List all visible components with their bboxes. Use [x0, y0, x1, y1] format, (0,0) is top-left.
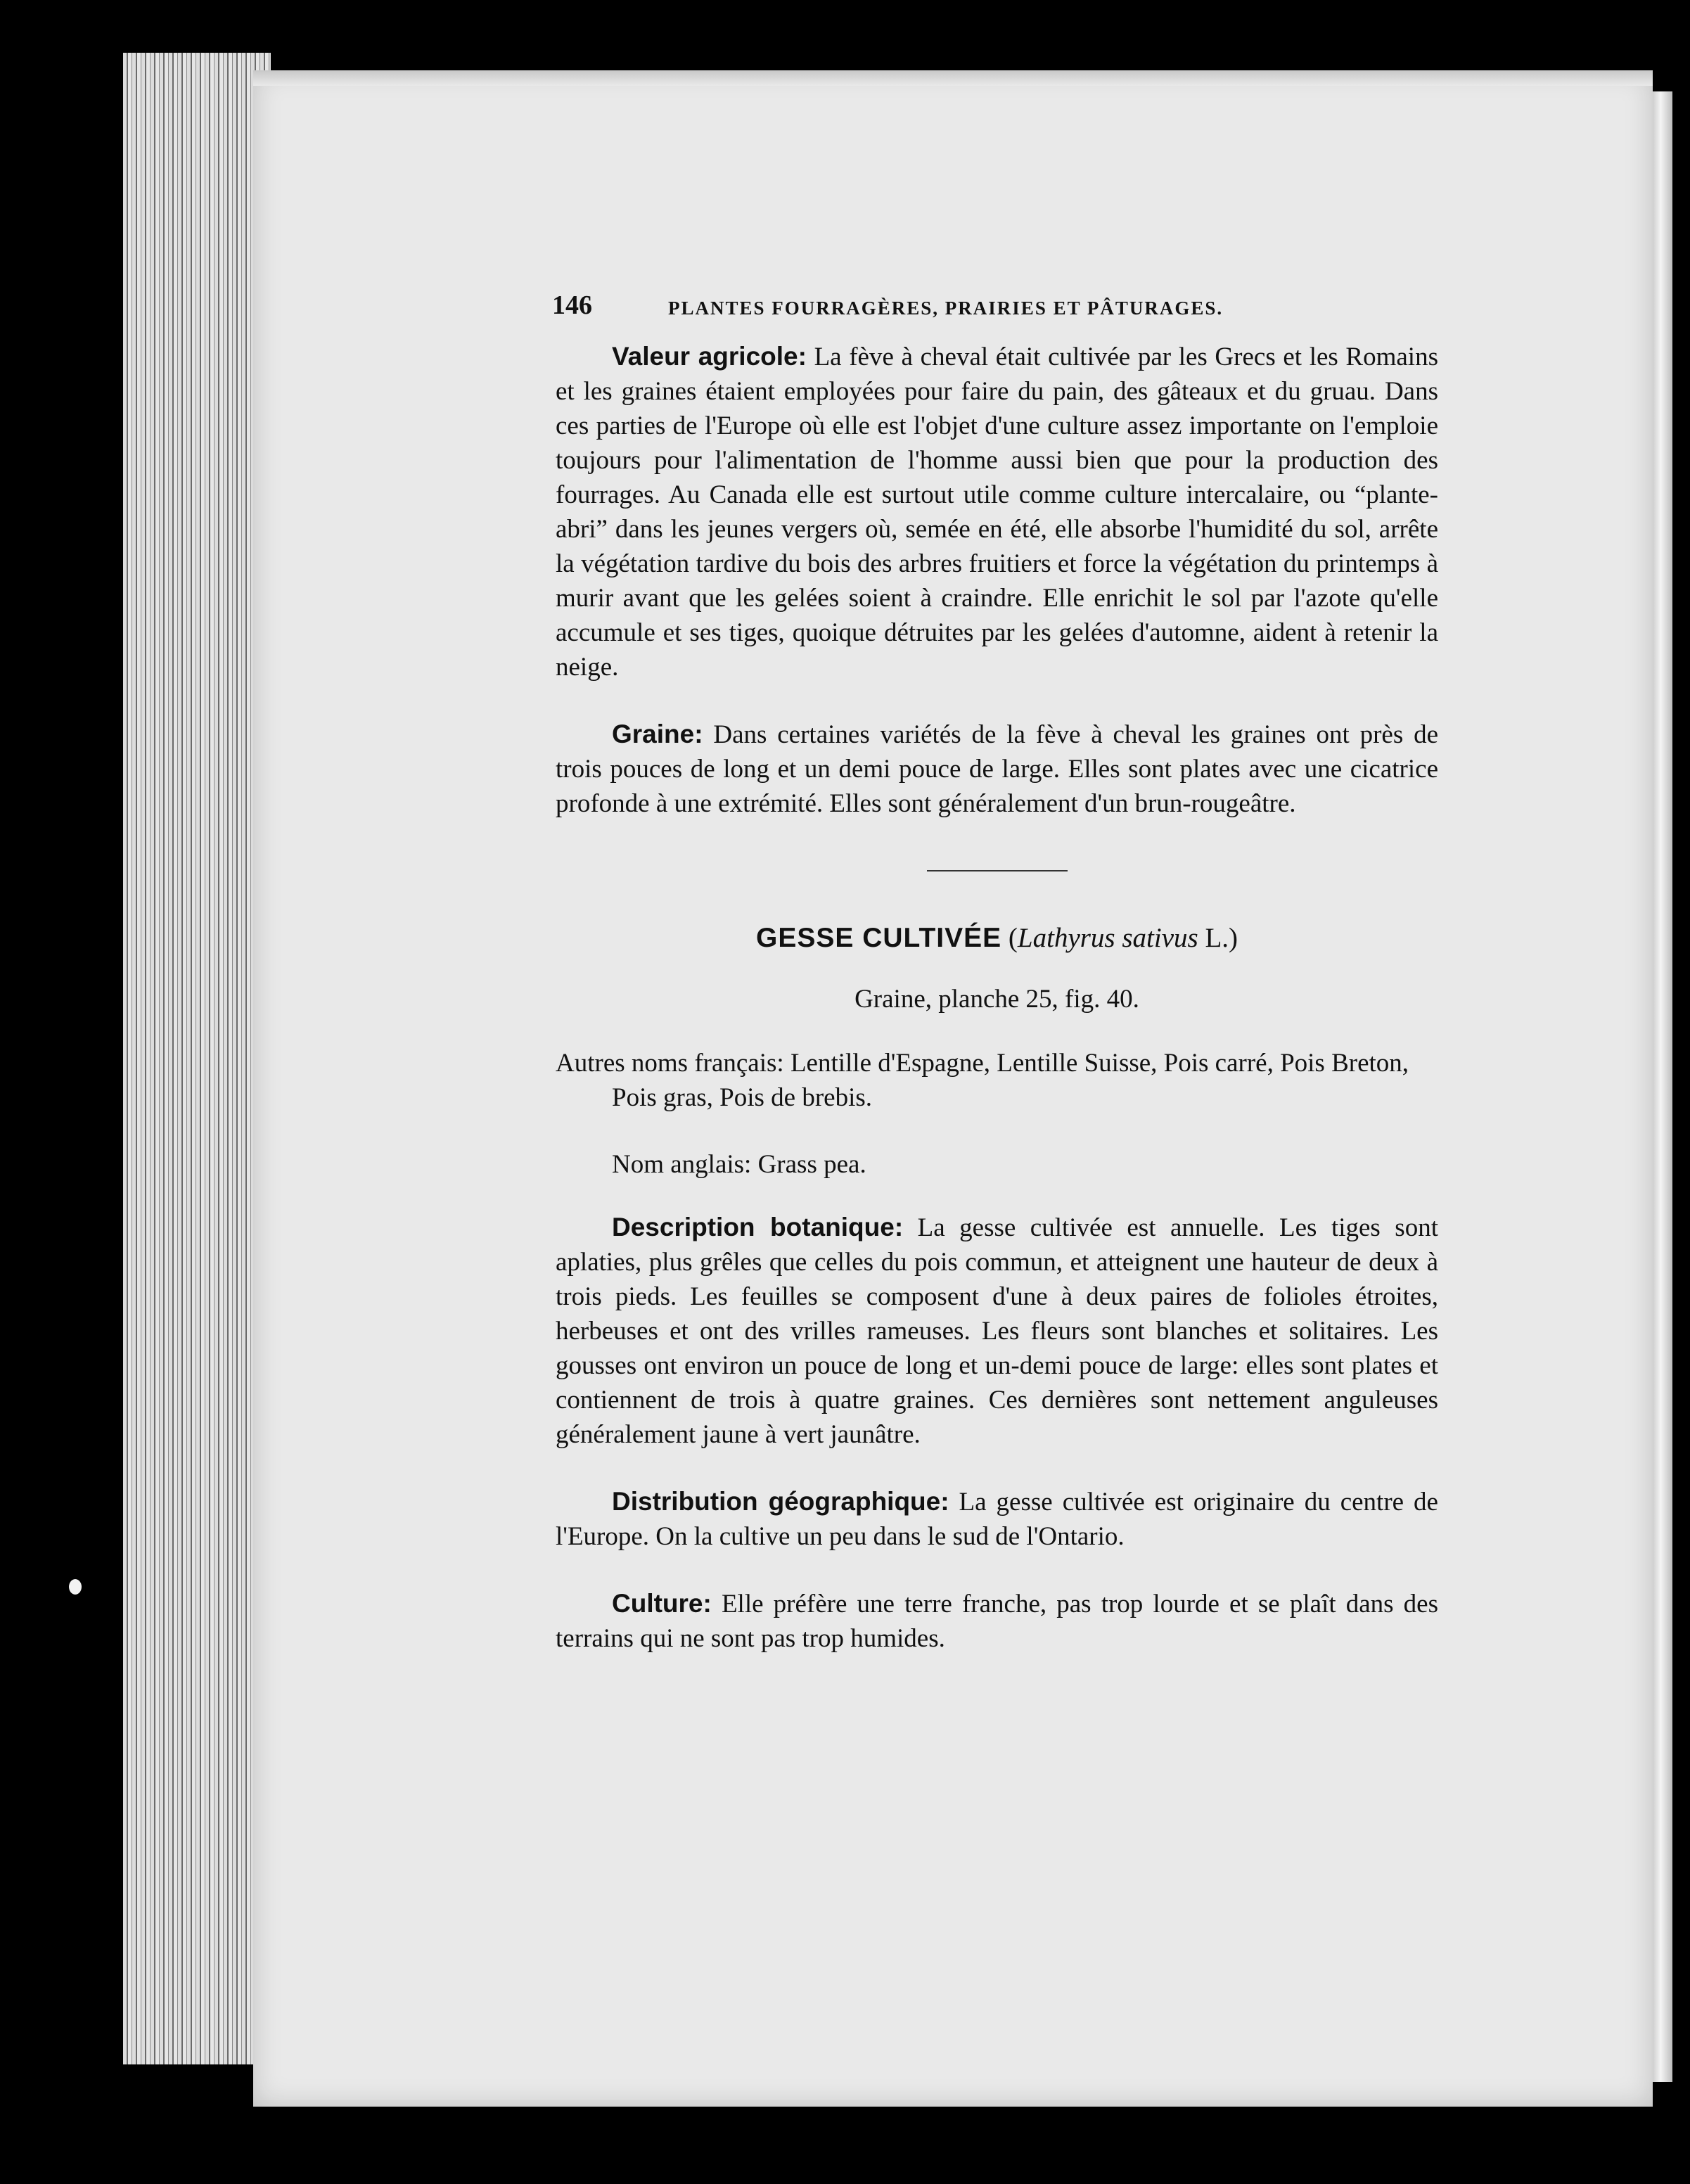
paragraph-body: Dans certaines variétés de la fève à cheval les graines ont près de trois pouces de long et un demi pouce de large. Elles sont plates avec une cicatrice profonde à une extrémité. Elles sont généralement d'un brun-rougeâtre. [556, 720, 1438, 818]
paragraph-lead: Distribution géographique: [612, 1487, 949, 1516]
paragraph-lead: Description botanique: [612, 1213, 904, 1241]
autres-noms: Autres noms français: Lentille d'Espagne, Lentille Suisse, Pois carré, Pois Breton, Pois gras, Pois de brebis. [556, 1049, 1409, 1112]
paragraph-body: La fève à cheval était cultivée par les Grecs et les Romains et les graines étaient employées pour faire du pain, des gâteaux et du gruau. Dans ces parties de l'Europe où elle est l'objet d'une culture assez importante on l'emploie toujours pour l'alimentation de l'homme aussi bien que pour la production des fourrages. Au Canada elle est surtout utile comme culture intercalaire, ou “plante-abri” dans les jeunes vergers où, semée en été, elle absorbe l'humidité du sol, arrête la végétation tardive du bois des arbres fruitiers et force la végétation du printemps à murir avant que les gelées soient à craindre. Elle enrichit le sol par l'azote qu'elle accumule et ses tiges, quoique détruites par les gelées d'automne, aident à retenir la neige. [556, 343, 1438, 682]
paragraph-culture [556, 1586, 1438, 1656]
page-header [552, 288, 1438, 324]
section-title [556, 921, 1438, 955]
paragraph-lead: Graine: [612, 720, 703, 748]
page-number: 146 [552, 290, 592, 320]
latin-name: Lathyrus sativus [1017, 923, 1198, 953]
paragraph-description-botanique [556, 1210, 1438, 1452]
paragraph-graine [556, 717, 1438, 821]
paragraph-lead: Culture: [612, 1589, 712, 1618]
page-text [552, 288, 1438, 1656]
section-title-main: GESSE CULTIVÉE [755, 923, 1002, 953]
nom-anglais: Nom anglais: Grass pea. [612, 1150, 866, 1179]
title-paren-close: L.) [1198, 923, 1238, 953]
facing-page-edge [1653, 91, 1672, 2082]
title-paren-open: ( [1001, 923, 1018, 953]
paragraph-body: La gesse cultivée est annuelle. Les tiges sont aplaties, plus grêles que celles du pois commun, et atteignent une hauteur de deux à trois pieds. Les feuilles se composent d'une à deux paires de folioles étroites, herbeuses et ont des vrilles rameuses. Les fleurs sont blanches et solitaires. Les gousses ont environ un pouce de long et un-demi pouce de large: elles sont plates et contiennent de trois à quatre graines. Ces dernières sont nettement anguleuses généralement jaune à vert jaunâtre. [556, 1213, 1438, 1449]
scan-speck [69, 1579, 82, 1595]
book-page-edges [123, 53, 271, 2064]
paragraph-body: La gesse cultivée est originaire du centre de l'Europe. On la cultive un peu dans le sud de l'Ontario. [556, 1488, 1438, 1551]
section-divider [927, 870, 1068, 871]
plate-reference: Graine, planche 25, fig. 40. [854, 985, 1139, 1014]
paragraph-lead: Valeur agricole: [612, 342, 807, 371]
page-top-shadow [253, 70, 1653, 86]
paragraph-valeur-agricole [556, 339, 1438, 684]
paragraph-distribution [556, 1484, 1438, 1554]
paragraph-body: Elle préfère une terre franche, pas trop lourde et se plaît dans des terrains qui ne sont pas trop humides. [556, 1590, 1438, 1653]
running-title: PLANTES FOURRAGÈRES, PRAIRIES ET PÂTURAGES. [668, 298, 1224, 319]
